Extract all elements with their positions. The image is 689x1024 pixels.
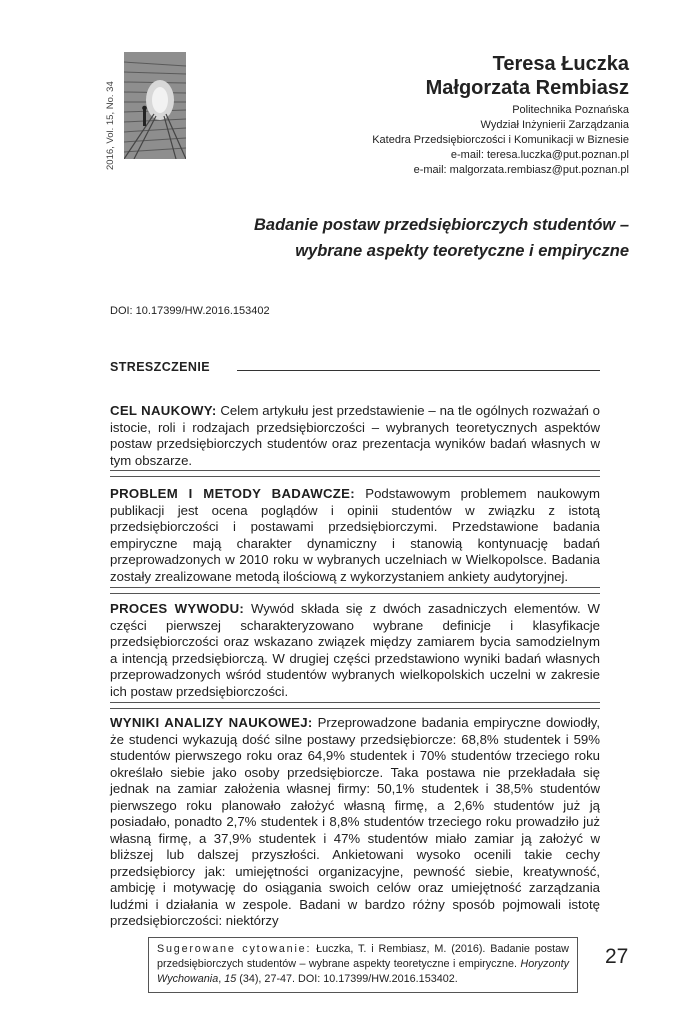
article-title <box>254 212 629 264</box>
section-text: Celem artykułu jest przedstawienie – na tle ogólnych rozważań o istocie, roli i rodzajach przedsiębiorczości – wybranych teoretycznych aspektów postaw przedsiębiorczych studentów oraz prezentacja wyników badań własnych w tym obszarze. <box>110 403 600 468</box>
abstract-section-proces <box>110 601 600 700</box>
abstract-section-cel <box>110 403 600 469</box>
section-text: Przeprowadzone badania empiryczne dowiodły, że studenci wykazują dość silne postawy przedsiębiorcze: 68,8% studentek i 59% studentów pierwszego roku oraz 64,9% studentek i 70% studentów trzeciego roku określało siebie jako osoby przedsiębiorcze. Taka postawa nie przekładała się jednak na zamiar założenia własnej firmy: 50,1% studentek i 38,5% studentów pierwszego roku planowało założyć własną firmę, a 2,6% studentów już ją posiadało, ponadto 2,7% studentek i 8,8% studentów trzeciego roku prowadziło już własną firmę, a 37,9% studentek i 47% studentów miało zamiar ją założyć w bliższej lub dalszej przyszłości. Ankietowani wysoko ocenili takie cechy przedsiębiorcy jak: umiejętności organizacyjne, pewność siebie, kreatywność, ambicję i motywację do osiągania swoich celów oraz umiejętność zarządzania ludźmi i działania w zespole. Badani w bardzo różny sposób pojmowali istotę przedsiębiorczości: niektórzy <box>110 715 600 928</box>
article-title-line: Badanie postaw przedsiębiorczych studentów – <box>254 216 629 234</box>
section-text: Podstawowym problemem naukowym publikacji jest ocena poglądów i opinii studentów w związku z istotą przedsiębiorczości i postawami przedsiębiorczymi. Przedstawione badania empiryczne mają charakter dynamiczny i stanowią kontynuację badań przeprowadzonych w 2010 roku w wybranych uczelniach w Wielkopolsce. Badania zostały zrealizowane metodą ilościową z wykorzystaniem ankiety audytoryjnej. <box>110 486 600 584</box>
citation-text: Łuczka, T. i Rembiasz, M. (2016). Badanie postaw przedsiębiorczych studentów – wybrane aspekty teoretyczne i empiryczne. <box>157 943 569 970</box>
suggested-citation-box <box>148 937 578 993</box>
author-name: Małgorzata Rembiasz <box>425 77 629 99</box>
affiliation-university: Politechnika Poznańska <box>512 104 629 116</box>
section-divider <box>110 470 600 477</box>
abstract-section-wyniki <box>110 715 600 930</box>
author-email: e-mail: teresa.luczka@put.poznan.pl <box>450 149 629 161</box>
section-divider <box>110 702 600 709</box>
citation-label: Sugerowane cytowanie: <box>157 943 312 955</box>
section-text: Wywód składa się z dwóch zasadniczych elementów. W części pierwszej scharakteryzowano wybrane definicje i klasyfikacje przedsiębiorczości oraz wskazano związek między zamiarem bycia samodzielnym a intencją przedsiębiorczą. W drugiej części przedstawiono wyniki badań własnych przeprowadzonych wśród studentów wybranych wielkopolskich uczelni w zakresie ich postaw przedsiębiorczości. <box>110 601 600 699</box>
citation-text: (34), 27-47. DOI: 10.17399/HW.2016.153402. <box>236 973 458 985</box>
page-number: 27 <box>605 945 629 968</box>
abstract-heading <box>110 358 600 374</box>
journal-volume-label <box>105 60 121 170</box>
citation-separator: , <box>218 973 225 985</box>
abstract-section-problem <box>110 486 600 585</box>
author-name: Teresa Łuczka <box>492 53 629 75</box>
article-title-line: wybrane aspekty teoretyczne i empiryczne <box>295 242 629 260</box>
section-divider <box>110 587 600 594</box>
section-heading: WYNIKI ANALIZY NAUKOWEJ: <box>110 715 313 730</box>
abstract-heading-label: STRESZCZENIE <box>110 360 210 374</box>
journal-cover-image <box>124 52 186 159</box>
journal-volume-text: 2016, Vol. 15, No. 34 <box>105 81 116 170</box>
section-heading: CEL NAUKOWY: <box>110 403 217 418</box>
doi-label: DOI: 10.17399/HW.2016.153402 <box>110 305 270 317</box>
section-heading: PROBLEM I METODY BADAWCZE: <box>110 486 355 501</box>
author-block <box>372 52 629 178</box>
affiliation-faculty: Wydział Inżynierii Zarządzania <box>480 119 629 131</box>
cover-illustration <box>124 52 186 159</box>
author-email: e-mail: malgorzata.rembiasz@put.poznan.pl <box>413 164 629 176</box>
citation-volume: 15 <box>224 973 237 985</box>
section-heading: PROCES WYWODU: <box>110 601 245 616</box>
affiliation-department: Katedra Przedsiębiorczości i Komunikacji w Biznesie <box>372 134 629 146</box>
heading-rule <box>237 370 600 371</box>
citation-journal: Horyzonty Wychowania <box>157 958 569 985</box>
